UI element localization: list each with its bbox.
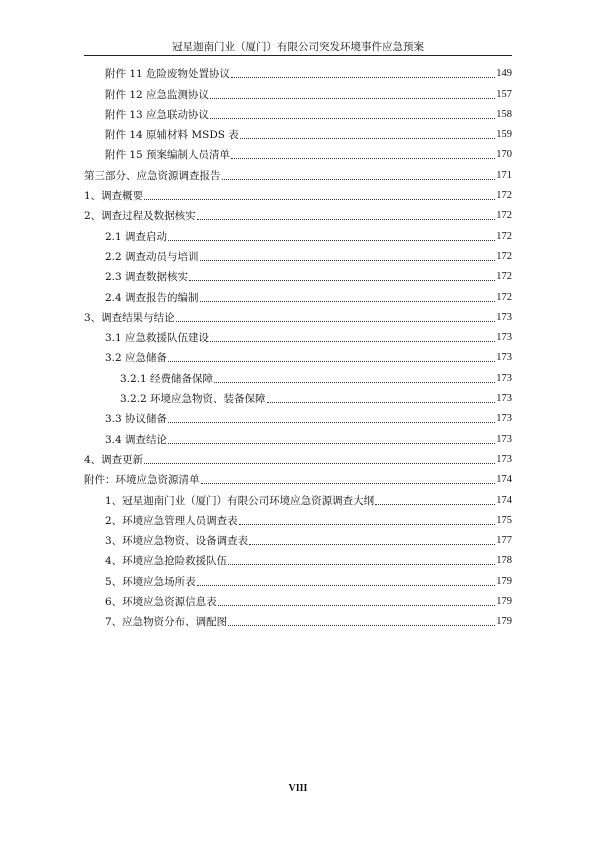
toc-dot-leader xyxy=(267,402,496,403)
toc-dot-leader xyxy=(231,158,495,159)
toc-dot-leader xyxy=(210,341,495,342)
toc-entry-title: 3.2.2 环境应急物资、装备保障 xyxy=(120,393,266,406)
toc-entry-page: 157 xyxy=(496,88,512,100)
toc-entry-title: 附件：环境应急资源清单 xyxy=(84,474,200,487)
toc-entry[interactable] xyxy=(84,142,512,162)
toc-dot-leader xyxy=(197,585,496,586)
toc-entry-page: 171 xyxy=(496,169,512,181)
toc-entry-page: 179 xyxy=(496,596,512,608)
toc-dot-leader xyxy=(168,422,495,423)
toc-entry-page: 173 xyxy=(496,372,512,384)
toc-entry-title: 2、环境应急管理人员调查表 xyxy=(105,514,238,527)
toc-entry[interactable] xyxy=(84,609,512,629)
toc-entry-title: 4、调查更新 xyxy=(84,453,144,466)
toc-entry[interactable] xyxy=(84,122,512,142)
toc-entry-title: 1、调查概要 xyxy=(84,190,144,203)
toc-entry-title: 2、调查过程及数据核实 xyxy=(84,210,196,223)
page-header xyxy=(84,40,512,56)
toc-entry[interactable] xyxy=(84,284,512,304)
toc-entry[interactable] xyxy=(84,386,512,406)
toc-dot-leader xyxy=(210,118,495,119)
toc-entry-title: 附件 14 原辅材料 MSDS 表 xyxy=(105,129,239,142)
toc-entry-title: 2.4 调查报告的编制 xyxy=(105,291,199,304)
toc-entry[interactable] xyxy=(84,183,512,203)
toc-dot-leader xyxy=(222,179,496,180)
toc-dot-leader xyxy=(176,321,496,322)
toc-dot-leader xyxy=(200,301,496,302)
toc-entry-title: 附件 12 应急监测协议 xyxy=(105,88,210,101)
toc-entry-page: 149 xyxy=(496,68,512,80)
toc-entry-page: 172 xyxy=(496,190,512,202)
toc-entry-title: 3、环境应急物资、设备调查表 xyxy=(105,535,249,548)
toc-entry-page: 173 xyxy=(496,393,512,405)
toc-entry[interactable] xyxy=(84,223,512,243)
toc-dot-leader xyxy=(218,605,496,606)
toc-entry[interactable] xyxy=(84,162,512,182)
toc-entry-page: 158 xyxy=(496,108,512,120)
toc-entry[interactable] xyxy=(84,365,512,385)
toc-entry[interactable] xyxy=(84,203,512,223)
toc-dot-leader xyxy=(231,77,495,78)
toc-dot-leader xyxy=(189,280,495,281)
toc-entry-page: 174 xyxy=(496,494,512,506)
toc-entry-title: 附件 15 预案编制人员清单 xyxy=(105,149,231,162)
toc-entry[interactable] xyxy=(84,102,512,122)
toc-dot-leader xyxy=(214,382,495,383)
toc-entry[interactable] xyxy=(84,345,512,365)
toc-entry-page: 173 xyxy=(496,453,512,465)
toc-entry[interactable] xyxy=(84,264,512,284)
toc-entry-page: 172 xyxy=(496,250,512,262)
toc-entry-page: 173 xyxy=(496,311,512,323)
toc-entry-title: 3.4 调查结论 xyxy=(105,433,168,446)
toc-dot-leader xyxy=(200,260,496,261)
toc-entry[interactable] xyxy=(84,568,512,588)
toc-dot-leader xyxy=(228,564,495,565)
toc-dot-leader xyxy=(168,240,495,241)
toc-entry-page: 173 xyxy=(496,413,512,425)
toc-dot-leader xyxy=(239,524,496,525)
toc-entry-page: 173 xyxy=(496,332,512,344)
toc-dot-leader xyxy=(240,138,495,139)
toc-entry-page: 175 xyxy=(496,514,512,526)
toc-entry[interactable] xyxy=(84,508,512,528)
toc-entry[interactable] xyxy=(84,305,512,325)
toc-entry-page: 179 xyxy=(496,575,512,587)
toc-entry[interactable] xyxy=(84,244,512,264)
toc-entry-title: 1、冠星迦南门业（厦门）有限公司环境应急资源调查大纲 xyxy=(105,494,375,507)
toc-entry-title: 3.2 应急储备 xyxy=(105,352,168,365)
toc-entry[interactable] xyxy=(84,548,512,568)
toc-entry-title: 附件 13 应急联动协议 xyxy=(105,108,210,121)
toc-entry-page: 173 xyxy=(496,352,512,364)
toc-entry[interactable] xyxy=(84,447,512,467)
toc-entry[interactable] xyxy=(84,61,512,81)
toc-entry-title: 附件 11 危险废物处置协议 xyxy=(105,68,231,81)
toc-entry[interactable] xyxy=(84,487,512,507)
toc-entry-title: 2.3 调查数据核实 xyxy=(105,271,189,284)
toc-entry-title: 6、环境应急资源信息表 xyxy=(105,596,217,609)
toc-dot-leader xyxy=(144,463,495,464)
toc-entry-page: 172 xyxy=(496,210,512,222)
toc-entry-title: 3.1 应急救援队伍建设 xyxy=(105,332,210,345)
toc-entry[interactable] xyxy=(84,81,512,101)
page-number: VIII xyxy=(288,783,308,794)
toc-entry-page: 177 xyxy=(496,535,512,547)
toc-entry-title: 第三部分、应急资源调查报告 xyxy=(84,169,221,182)
toc-entry[interactable] xyxy=(84,467,512,487)
toc-dot-leader xyxy=(210,98,495,99)
toc-entry-page: 174 xyxy=(496,474,512,486)
toc-entry-title: 3、调查结果与结论 xyxy=(84,311,175,324)
toc-dot-leader xyxy=(201,483,496,484)
toc-dot-leader xyxy=(144,199,495,200)
toc-entry-title: 4、环境应急抢险救援队伍 xyxy=(105,555,228,568)
toc-entry[interactable] xyxy=(84,589,512,609)
toc-entry-title: 5、环境应急场所表 xyxy=(105,575,196,588)
toc-entry-page: 172 xyxy=(496,230,512,242)
toc-entry-title: 3.3 协议储备 xyxy=(105,413,168,426)
toc-entry-page: 178 xyxy=(496,555,512,567)
toc-entry-title: 2.1 调查启动 xyxy=(105,230,168,243)
page-header-title: 冠星迦南门业（厦门）有限公司突发环境事件应急预案 xyxy=(172,41,424,53)
toc-entry-title: 7、应急物资分布、调配图 xyxy=(105,616,228,629)
toc-entry-page: 159 xyxy=(496,129,512,141)
toc-entry-page: 172 xyxy=(496,291,512,303)
toc-dot-leader xyxy=(168,361,495,362)
table-of-contents xyxy=(84,61,512,629)
toc-entry[interactable] xyxy=(84,426,512,446)
toc-dot-leader xyxy=(375,504,495,505)
toc-entry[interactable] xyxy=(84,406,512,426)
toc-entry-title: 3.2.1 经费储备保障 xyxy=(120,372,214,385)
toc-entry-page: 172 xyxy=(496,271,512,283)
toc-dot-leader xyxy=(197,219,496,220)
toc-entry-page: 170 xyxy=(496,149,512,161)
toc-entry[interactable] xyxy=(84,325,512,345)
toc-dot-leader xyxy=(228,625,495,626)
toc-dot-leader xyxy=(168,443,495,444)
toc-entry-page: 173 xyxy=(496,433,512,445)
toc-dot-leader xyxy=(249,544,495,545)
toc-entry-title: 2.2 调查动员与培训 xyxy=(105,250,199,263)
toc-entry[interactable] xyxy=(84,528,512,548)
toc-entry-page: 179 xyxy=(496,616,512,628)
